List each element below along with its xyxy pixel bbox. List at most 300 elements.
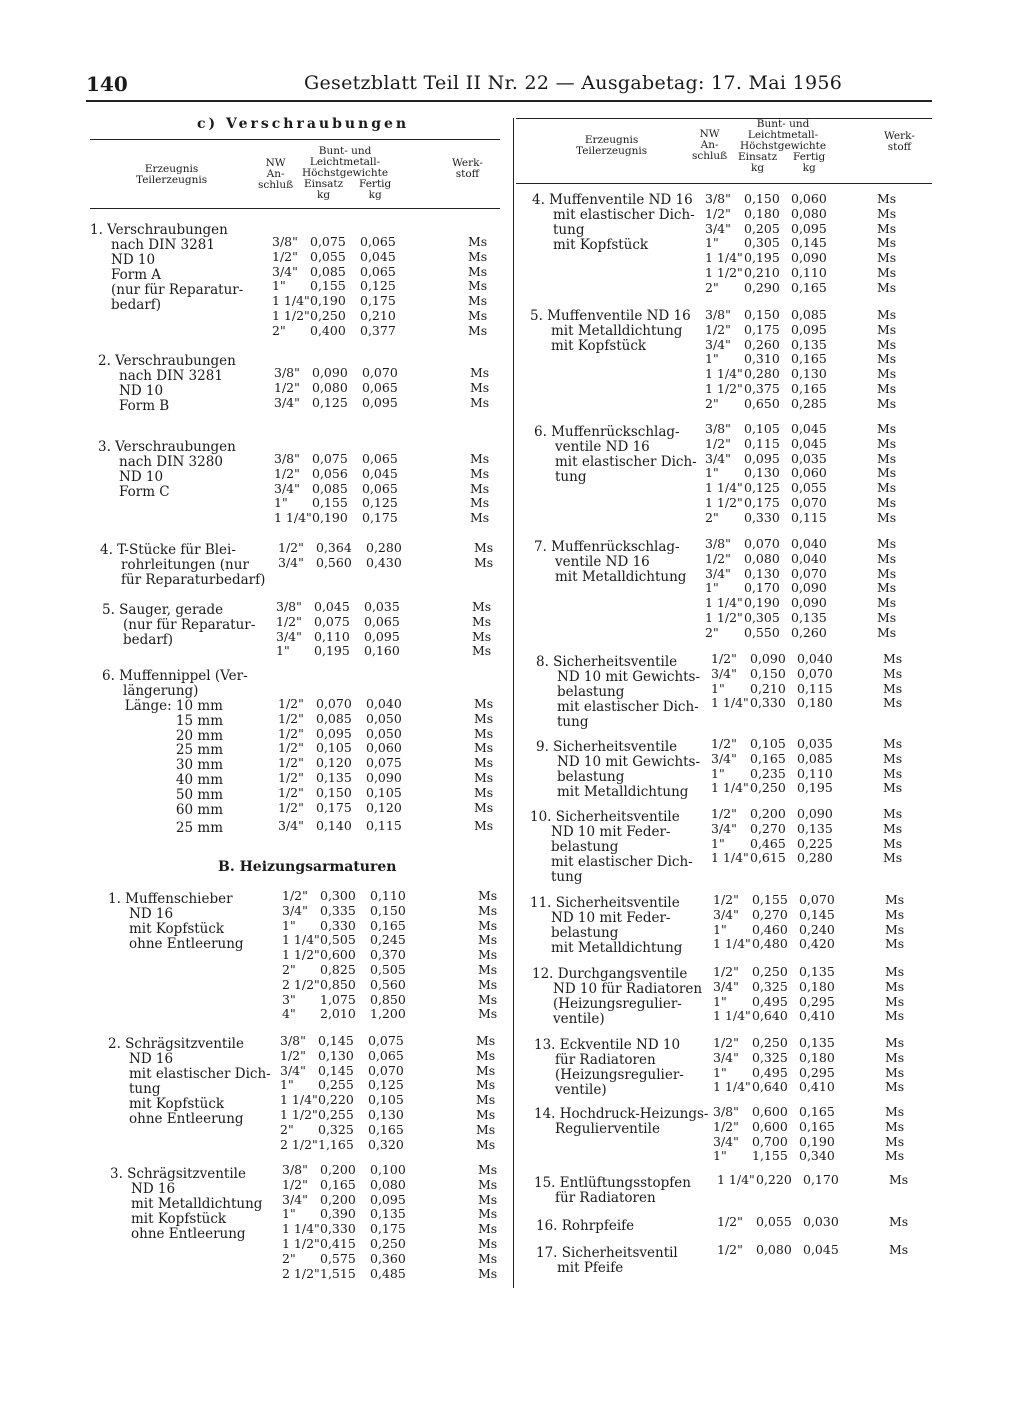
weight-einsatz: 0,075 xyxy=(312,451,348,466)
weight-einsatz: 0,095 xyxy=(744,450,780,466)
nominal-width: 3/4" xyxy=(282,902,308,918)
table-header-right xyxy=(516,118,932,184)
nominal-width: 1/2" xyxy=(278,784,304,800)
entry-label xyxy=(98,354,236,414)
table-row xyxy=(278,756,504,771)
table-row xyxy=(274,366,500,381)
entry-values xyxy=(278,541,504,571)
material: Ms xyxy=(470,394,490,410)
entry-label-line: nach DIN 3281 xyxy=(119,368,223,384)
entry-label xyxy=(102,603,255,648)
nominal-width: 1 1/2" xyxy=(272,307,310,323)
material: Ms xyxy=(885,964,905,979)
nominal-width: 1" xyxy=(711,680,725,696)
nominal-width: 3/8" xyxy=(705,536,731,551)
nominal-width: 2" xyxy=(282,961,296,977)
entry-label-line: mit Kopfstück xyxy=(551,338,647,354)
entry-label-line: belastung xyxy=(551,839,619,855)
entry-label xyxy=(532,193,695,253)
entry-label xyxy=(100,543,265,588)
nominal-width: 1" xyxy=(705,235,719,251)
material: Ms xyxy=(476,1092,496,1108)
entry-label xyxy=(534,1107,709,1137)
nippel-length: 60 mm xyxy=(175,801,223,818)
entry-label-line: ventile ND 16 xyxy=(555,439,650,455)
weight-fertig: 0,410 xyxy=(799,1008,835,1024)
weight-einsatz: 0,364 xyxy=(316,540,352,555)
nominal-width: 1 1/2" xyxy=(705,609,743,625)
material: Ms xyxy=(478,961,498,977)
material: Ms xyxy=(883,806,903,821)
material: Ms xyxy=(478,888,498,903)
table-row xyxy=(713,1009,915,1024)
table-row xyxy=(280,1093,506,1108)
entry-label-line: nach DIN 3280 xyxy=(119,454,223,470)
weight-einsatz: 0,330 xyxy=(744,509,780,525)
weight-einsatz: 0,220 xyxy=(756,1172,792,1187)
table-row xyxy=(705,207,907,222)
weight-einsatz: 0,250 xyxy=(750,780,786,796)
weight-einsatz: 0,130 xyxy=(744,465,780,481)
weight-fertig: 0,045 xyxy=(360,248,396,264)
entry-label-line: ventile ND 16 xyxy=(555,554,650,570)
weight-fertig: 0,485 xyxy=(370,1265,406,1281)
material: Ms xyxy=(470,510,490,526)
table-row xyxy=(282,948,508,963)
header-weights: Bunt- und Leichtmetall- Höchstgewichte xyxy=(302,145,389,179)
table-row xyxy=(280,1108,506,1123)
table-row xyxy=(276,644,502,659)
entry-label-line: mit elastischer Dich- xyxy=(555,454,697,470)
material: Ms xyxy=(885,1148,905,1164)
weight-fertig: 0,135 xyxy=(791,336,827,352)
weight-einsatz: 0,075 xyxy=(314,613,350,629)
nominal-width: 1/2" xyxy=(705,321,731,337)
material: Ms xyxy=(877,450,897,466)
weight-fertig: 0,125 xyxy=(360,278,396,294)
entry-label-line: 1. Verschraubungen xyxy=(90,222,228,238)
material: Ms xyxy=(470,365,490,380)
material: Ms xyxy=(877,351,897,367)
table-row xyxy=(711,837,913,852)
nominal-width: 3/4" xyxy=(278,554,304,570)
weight-fertig: 0,070 xyxy=(362,365,398,380)
nominal-width: 3/8" xyxy=(274,365,300,380)
entry-label-line: ohne Entleerung xyxy=(129,1111,244,1127)
weight-fertig: 0,130 xyxy=(791,366,827,382)
nominal-width: 1/2" xyxy=(278,725,304,741)
nominal-width: 2" xyxy=(705,279,719,295)
weight-einsatz: 0,465 xyxy=(750,835,786,851)
nominal-width: 3/8" xyxy=(705,307,731,322)
entry-label-line: mit elastischer Dich- xyxy=(129,1066,271,1082)
weight-fertig: 0,260 xyxy=(791,624,827,640)
material: Ms xyxy=(470,465,490,481)
entry-label-line: 4. T-Stücke für Blei- xyxy=(100,542,236,558)
nominal-width: 1 1/2" xyxy=(705,264,743,280)
nominal-width: 1/2" xyxy=(276,613,302,629)
nominal-width: 1 1/2" xyxy=(282,1235,320,1251)
nominal-width: 2" xyxy=(705,509,719,525)
nominal-width: 3/4" xyxy=(711,750,737,766)
nominal-width: 1/2" xyxy=(274,379,300,395)
table-row xyxy=(282,889,508,904)
nominal-width: 1 1/4" xyxy=(713,1008,751,1024)
material: Ms xyxy=(877,565,897,581)
entry-label-line: 5. Muffenventile ND 16 xyxy=(530,308,691,324)
weight-fertig: 0,085 xyxy=(797,750,833,766)
weight-einsatz: 0,210 xyxy=(744,264,780,280)
weight-einsatz: 1,515 xyxy=(320,1265,356,1281)
nominal-width: 1 1/4" xyxy=(282,932,320,948)
weight-einsatz: 0,255 xyxy=(318,1106,354,1122)
table-row xyxy=(282,1237,508,1252)
nominal-width: 1" xyxy=(282,1206,296,1222)
nominal-width: 3/8" xyxy=(280,1033,306,1048)
weight-fertig: 0,180 xyxy=(799,1049,835,1065)
nominal-width: 2" xyxy=(705,624,719,640)
table-row xyxy=(278,786,504,801)
table-row xyxy=(705,481,907,496)
nippel-length: 30 mm xyxy=(175,757,223,774)
nominal-width: 1" xyxy=(705,351,719,367)
table-row xyxy=(274,467,500,482)
nominal-width: 3/4" xyxy=(274,394,300,410)
weight-einsatz: 0,640 xyxy=(752,1008,788,1024)
entry-values xyxy=(276,600,502,659)
material: Ms xyxy=(468,307,488,323)
nominal-width: 3/8" xyxy=(713,1104,739,1119)
weight-fertig: 0,045 xyxy=(791,435,827,451)
entry-label xyxy=(534,1176,691,1206)
weight-fertig: 0,095 xyxy=(362,394,398,410)
material: Ms xyxy=(476,1033,496,1048)
weight-fertig: 0,165 xyxy=(368,1121,404,1137)
table-row xyxy=(711,752,913,767)
nominal-width: 3/4" xyxy=(282,1191,308,1207)
entry-label-line: bedarf) xyxy=(111,297,162,313)
nominal-width: 1" xyxy=(280,1077,294,1093)
entry-label-line: 9. Sicherheitsventile xyxy=(536,739,678,755)
entry-label-line: 8. Sicherheitsventile xyxy=(536,654,678,670)
weight-einsatz: 0,400 xyxy=(310,322,346,338)
weight-einsatz: 2,010 xyxy=(320,1006,356,1022)
weight-einsatz: 0,105 xyxy=(750,736,786,751)
entry-label-line: ND 10 für Radiatoren xyxy=(553,981,703,997)
entry-label-line: tung xyxy=(551,869,583,885)
nominal-width: 2" xyxy=(272,322,286,338)
header-einsatz: Einsatz kg xyxy=(738,151,778,174)
entry-label xyxy=(90,223,243,313)
weight-einsatz: 0,090 xyxy=(750,651,786,666)
section-title-verschraubungen: c) Verschraubungen xyxy=(197,116,410,132)
material: Ms xyxy=(478,917,498,933)
entry-label-line: ND 10 mit Feder- xyxy=(551,824,671,840)
weight-einsatz: 0,175 xyxy=(744,321,780,337)
nominal-width: 3/8" xyxy=(705,421,731,436)
weight-einsatz: 0,150 xyxy=(316,784,352,800)
nominal-width: 1/2" xyxy=(282,888,308,903)
table-row xyxy=(282,919,508,934)
material: Ms xyxy=(470,379,490,395)
table-row xyxy=(711,781,913,796)
weight-einsatz: 0,325 xyxy=(752,1049,788,1065)
weight-fertig: 0,035 xyxy=(797,736,833,751)
material: Ms xyxy=(474,554,494,570)
weight-einsatz: 0,085 xyxy=(312,480,348,496)
weight-fertig: 0,090 xyxy=(366,769,402,785)
table-row xyxy=(711,767,913,782)
weight-fertig: 0,060 xyxy=(791,465,827,481)
weight-einsatz: 0,150 xyxy=(744,307,780,322)
weight-fertig: 0,045 xyxy=(791,421,827,436)
entry-label-line: (Heizungsregulier- xyxy=(555,1067,684,1083)
weight-einsatz: 0,495 xyxy=(752,1064,788,1080)
table-row xyxy=(272,235,498,250)
material: Ms xyxy=(877,220,897,236)
nominal-width: 1 1/4" xyxy=(711,780,749,796)
table-row xyxy=(705,511,907,526)
weight-fertig: 0,045 xyxy=(803,1242,839,1257)
nominal-width: 1 1/4" xyxy=(711,695,749,711)
weight-einsatz: 0,095 xyxy=(316,725,352,741)
nominal-width: 1/2" xyxy=(713,964,739,979)
weight-einsatz: 0,150 xyxy=(750,665,786,681)
table-row xyxy=(282,963,508,978)
weight-einsatz: 0,140 xyxy=(316,818,352,833)
weight-fertig: 0,135 xyxy=(799,1035,835,1050)
weight-einsatz: 0,110 xyxy=(314,628,350,644)
weight-einsatz: 0,115 xyxy=(744,435,780,451)
weight-einsatz: 0,600 xyxy=(752,1104,788,1119)
weight-fertig: 0,045 xyxy=(362,465,398,481)
weight-fertig: 0,165 xyxy=(799,1104,835,1119)
weight-fertig: 0,280 xyxy=(797,850,833,866)
weight-einsatz: 0,130 xyxy=(318,1047,354,1063)
weight-einsatz: 0,080 xyxy=(756,1242,792,1257)
weight-einsatz: 0,505 xyxy=(320,932,356,948)
table-row xyxy=(705,192,907,207)
material: Ms xyxy=(885,993,905,1009)
nominal-width: 3/4" xyxy=(711,665,737,681)
weight-einsatz: 0,270 xyxy=(750,820,786,836)
weight-einsatz: 0,255 xyxy=(318,1077,354,1093)
entry-label-line: für Radiatoren xyxy=(555,1190,656,1206)
weight-einsatz: 0,070 xyxy=(316,696,352,711)
weight-einsatz: 0,250 xyxy=(752,1035,788,1050)
weight-fertig: 0,340 xyxy=(799,1148,835,1164)
entry-values xyxy=(282,889,508,1022)
table-row xyxy=(278,771,504,786)
nominal-width: 1/2" xyxy=(717,1242,743,1257)
weight-fertig: 0,320 xyxy=(368,1136,404,1152)
nominal-width: 1/2" xyxy=(713,892,739,907)
weight-einsatz: 0,250 xyxy=(752,964,788,979)
material: Ms xyxy=(468,278,488,294)
entry-label-line: belastung xyxy=(551,925,619,941)
material: Ms xyxy=(474,740,494,756)
material: Ms xyxy=(885,1008,905,1024)
table-row xyxy=(272,324,498,339)
nominal-width: 1/2" xyxy=(278,769,304,785)
weight-fertig: 0,210 xyxy=(360,307,396,323)
material: Ms xyxy=(474,818,494,833)
weight-fertig: 0,070 xyxy=(799,892,835,907)
nominal-width: 1/2" xyxy=(711,736,737,751)
table-row xyxy=(272,265,498,280)
table-row xyxy=(705,397,907,412)
nominal-width: 1 1/4" xyxy=(282,1221,320,1237)
weight-fertig: 0,125 xyxy=(368,1077,404,1093)
page-title: Gesetzblatt Teil II Nr. 22 — Ausgabetag: 17. Mai 1956 xyxy=(304,72,843,94)
entry-label-line: mit Kopfstück xyxy=(553,237,649,253)
weight-fertig: 0,165 xyxy=(791,380,827,396)
table-row xyxy=(713,908,915,923)
table-row xyxy=(274,452,500,467)
nominal-width: 3/4" xyxy=(705,565,731,581)
material: Ms xyxy=(883,736,903,751)
material: Ms xyxy=(478,1235,498,1251)
material: Ms xyxy=(889,1214,909,1229)
entry-label-line: mit elastischer Dich- xyxy=(553,207,695,223)
table-row xyxy=(717,1173,919,1188)
table-row xyxy=(274,496,500,511)
table-row xyxy=(711,667,913,682)
nominal-width: 1/2" xyxy=(278,696,304,711)
entry-label-line: ND 10 xyxy=(111,252,156,268)
material: Ms xyxy=(877,307,897,322)
weight-einsatz: 1,165 xyxy=(318,1136,354,1152)
weight-einsatz: 0,480 xyxy=(752,936,788,952)
table-row xyxy=(280,1034,506,1049)
weight-einsatz: 0,205 xyxy=(744,220,780,236)
entry-label-line: Regulierventile xyxy=(555,1121,660,1137)
material: Ms xyxy=(877,624,897,640)
weight-fertig: 0,165 xyxy=(791,351,827,367)
nippel-length: Länge: 10 mm xyxy=(124,698,223,714)
nominal-width: 1 1/4" xyxy=(280,1092,318,1108)
nominal-width: 1" xyxy=(274,495,288,511)
table-row xyxy=(280,1064,506,1079)
weight-fertig: 0,420 xyxy=(799,936,835,952)
entry-label-line: 17. Sicherheitsventil xyxy=(536,1245,678,1261)
page-header xyxy=(86,70,932,102)
material: Ms xyxy=(883,750,903,766)
weight-fertig: 0,560 xyxy=(370,976,406,992)
entry-label xyxy=(530,309,691,354)
weight-einsatz: 0,335 xyxy=(320,902,356,918)
table-row xyxy=(282,993,508,1008)
nominal-width: 1" xyxy=(276,643,290,659)
table-row xyxy=(274,381,500,396)
material: Ms xyxy=(470,480,490,496)
weight-einsatz: 0,056 xyxy=(312,465,348,481)
entry-label-line: belastung xyxy=(557,769,625,785)
table-row xyxy=(278,697,504,712)
weight-fertig: 0,135 xyxy=(791,609,827,625)
weight-einsatz: 0,700 xyxy=(752,1133,788,1149)
table-row xyxy=(713,1036,915,1051)
entry-label-line: ND 10 mit Gewichts- xyxy=(557,754,701,770)
entry-label-line: tung xyxy=(553,222,585,238)
table-row xyxy=(276,630,502,645)
entry-label xyxy=(534,1038,684,1098)
weight-fertig: 0,065 xyxy=(360,263,396,279)
table-row xyxy=(705,422,907,437)
nominal-width: 3/4" xyxy=(278,818,304,833)
entry-values xyxy=(717,1173,919,1188)
weight-einsatz: 0,310 xyxy=(744,351,780,367)
entry-label-line: ohne Entleerung xyxy=(129,936,244,952)
nominal-width: 1" xyxy=(713,1064,727,1080)
nippel-length: 50 mm xyxy=(175,786,223,803)
weight-fertig: 0,410 xyxy=(799,1079,835,1095)
weight-fertig: 0,505 xyxy=(370,961,406,977)
weight-einsatz: 0,075 xyxy=(310,234,346,249)
weight-fertig: 0,370 xyxy=(370,947,406,963)
weight-fertig: 0,105 xyxy=(366,784,402,800)
nippel-length-list xyxy=(120,699,223,841)
entry-values xyxy=(713,1036,915,1095)
entry-label-line: ND 10 xyxy=(119,383,164,399)
table-row xyxy=(282,978,508,993)
material: Ms xyxy=(877,595,897,611)
entry-label-line: (nur für Reparatur- xyxy=(111,282,244,298)
weight-einsatz: 0,090 xyxy=(312,365,348,380)
weight-fertig: 0,035 xyxy=(364,599,400,614)
nominal-width: 3" xyxy=(282,991,296,1007)
weight-einsatz: 0,200 xyxy=(750,806,786,821)
nominal-width: 4" xyxy=(282,1006,296,1022)
table-row xyxy=(272,279,498,294)
table-row xyxy=(272,309,498,324)
weight-einsatz: 0,415 xyxy=(320,1235,356,1251)
header-nw: NW An- schluß xyxy=(692,128,728,162)
weight-einsatz: 0,560 xyxy=(316,554,352,570)
weight-einsatz: 0,850 xyxy=(320,976,356,992)
page-number: 140 xyxy=(86,72,128,96)
weight-einsatz: 0,600 xyxy=(320,947,356,963)
entry-label xyxy=(536,1219,634,1234)
entry-label-line: mit Kopfstück xyxy=(129,1096,225,1112)
table-row xyxy=(713,1149,915,1164)
entry-values xyxy=(711,737,913,796)
entry-values xyxy=(717,1215,919,1230)
weight-fertig: 0,060 xyxy=(791,191,827,206)
material: Ms xyxy=(476,1047,496,1063)
material: Ms xyxy=(468,234,488,249)
table-row xyxy=(713,1066,915,1081)
material: Ms xyxy=(472,613,492,629)
nominal-width: 3/4" xyxy=(705,220,731,236)
table-row xyxy=(272,250,498,265)
nominal-width: 3/4" xyxy=(276,628,302,644)
weight-fertig: 0,080 xyxy=(791,205,827,221)
weight-fertig: 0,125 xyxy=(362,495,398,511)
entry-values xyxy=(272,235,498,339)
table-row xyxy=(274,396,500,411)
nominal-width: 1/2" xyxy=(713,1035,739,1050)
weight-einsatz: 0,330 xyxy=(320,1221,356,1237)
table-row xyxy=(705,626,907,641)
nominal-width: 1 1/2" xyxy=(705,380,743,396)
weight-einsatz: 1,155 xyxy=(752,1148,788,1164)
header-material: Werk- stoff xyxy=(452,157,483,180)
weight-fertig: 0,115 xyxy=(791,509,827,525)
entry-values xyxy=(705,192,907,296)
weight-fertig: 0,050 xyxy=(366,725,402,741)
table-row xyxy=(280,1138,506,1153)
